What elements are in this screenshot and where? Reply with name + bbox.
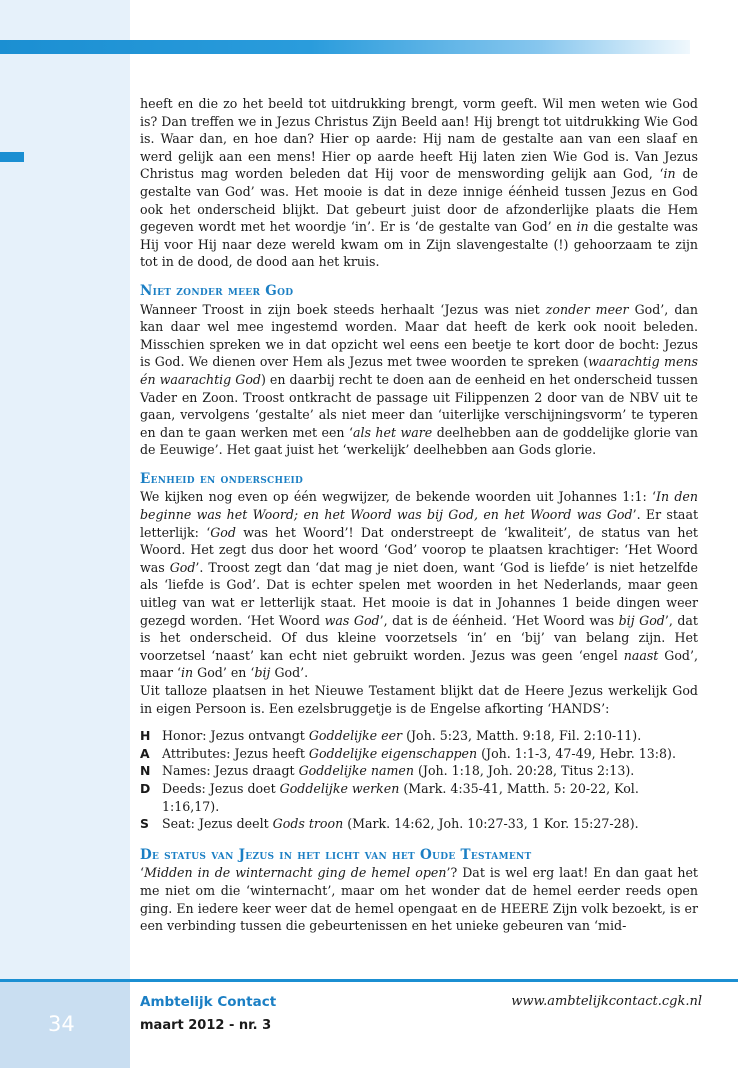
text-run: deelhebben aan de goddelijke glorie van de Eeuwige’. Het gaat juist het ‘werkelijk’ deelhebben aan Gods glorie. bbox=[140, 424, 698, 458]
emphasis: God bbox=[210, 524, 236, 540]
emphasis: in bbox=[181, 665, 194, 681]
emphasis: Goddelijke werken bbox=[279, 780, 400, 796]
text-run: Seat: Jezus deelt bbox=[162, 816, 273, 832]
text-run: ’, dat is de éénheid. ‘Het Woord was bbox=[379, 612, 619, 628]
text-run: ’. Troost zegt dan ‘dat mag je niet doen, want ‘God is liefde’ is niet hetzelfde als ‘liefde is God’. Dat is echter spelen met woorden in het Nederlands, maar geen uitleg van wat er letterlijk staat. Het mooie is dat in Johannes 1 beide dingen weer gezegd worden. ‘Het Woord bbox=[140, 559, 699, 628]
list-letter: S bbox=[140, 816, 149, 832]
text-run: (Mark. 4:35-41, Matth. 5: 20-22, Kol. 1:16,17). bbox=[162, 780, 639, 814]
emphasis: waarachtig mens én waarachtig God bbox=[140, 354, 698, 387]
emphasis: bij bbox=[254, 665, 271, 681]
text-run: (Joh. 1:1-3, 47-49, Hebr. 13:8). bbox=[477, 745, 676, 761]
emphasis: Gods troon bbox=[272, 816, 344, 832]
text-run: ‘ bbox=[140, 865, 145, 881]
list-letter: D bbox=[140, 780, 151, 796]
list-letter: N bbox=[140, 763, 151, 779]
emphasis: als het ware bbox=[352, 424, 433, 440]
intro-paragraph bbox=[140, 95, 698, 271]
emphasis: naast bbox=[623, 647, 659, 663]
text-run: heeft en die zo het beeld tot uitdrukking brengt, vorm geeft. Wil men weten wie God is? Dan treffen we in Jezus Christus Zijn Beeld aan! Hij brengt tot uitdrukking Wie God is. Waar dan, en hoe dan? Hier op aarde: Hij nam de gestalte aan van een slaaf en werd gelijk aan een mens! Hier op aarde heeft Hij laten zien Wie God is. Van Jezus Christus mag worden beleden dat Hij voor de menswording gelijk aan God, ‘ bbox=[140, 96, 698, 182]
emphasis: Goddelijke namen bbox=[298, 763, 414, 779]
list-item bbox=[140, 815, 698, 833]
article-body bbox=[140, 95, 698, 935]
section2-paragraph bbox=[140, 488, 698, 682]
list-text bbox=[162, 727, 698, 745]
text-run: Wanneer Troost in zijn boek steeds herhaalt ‘Jezus was niet bbox=[140, 301, 546, 317]
text-run: (Joh. 5:23, Matth. 9:18, Fil. 2:10-11). bbox=[402, 728, 642, 744]
issue-label: maart 2012 - nr. 3 bbox=[140, 1018, 272, 1033]
text-run: ’? Dat is wel erg laat! En dan gaat het me niet om die ‘winternacht’, maar om het wonder dat de hemel eerder reeds open ging. En iedere keer weer dat de hemel opengaat en de HEERE Zijn volk bezoekt, is er een verbinding tussen die gebeurtenissen en het unieke gebeuren van ‘mid- bbox=[140, 865, 698, 934]
text-run: God’, dan kan daar wel mee ingestemd worden. Maar dat heeft de kerk ook nooit beleden. Misschien spreken we in dat opzicht wel eens een beetje te kort door de bocht: Jezus is God. We dienen over Hem als Jezus met twee woorden te spreken ( bbox=[140, 301, 699, 370]
text-run: Honor: Jezus ontvangt bbox=[162, 728, 309, 744]
emphasis: Goddelijke eer bbox=[308, 728, 403, 744]
emphasis: zonder meer bbox=[545, 301, 629, 317]
text-run: God’, maar ‘ bbox=[140, 647, 698, 681]
text-run: Deeds: Jezus doet bbox=[162, 780, 280, 796]
list-text bbox=[162, 780, 698, 815]
text-run: Names: Jezus draagt bbox=[162, 763, 299, 779]
page-number: 34 bbox=[48, 1012, 75, 1036]
list-text bbox=[162, 745, 698, 763]
section-heading-niet-zonder-meer-god: Niet zonder meer God bbox=[140, 282, 294, 299]
text-run: God’. bbox=[270, 665, 309, 681]
list-item bbox=[140, 780, 698, 815]
hands-list bbox=[140, 727, 698, 833]
text-run: God’ en ‘ bbox=[193, 665, 255, 681]
emphasis: in bbox=[663, 166, 676, 182]
section-heading-eenheid-en-onderscheid: Eenheid en onderscheid bbox=[140, 470, 304, 487]
header-gradient-bar bbox=[0, 40, 690, 54]
list-letter: A bbox=[140, 745, 150, 761]
text-run: ’. Er staat letterlijk: ‘ bbox=[140, 507, 699, 540]
text-run: was het Woord’! Dat onderstreept de ‘kwaliteit’, de status van het Woord. Het zegt dus door het woord ‘God’ voorop te plaatsen krachtiger: ‘Het Woord was bbox=[140, 524, 698, 575]
emphasis: Midden in de winternacht ging de hemel open bbox=[144, 865, 447, 881]
list-item bbox=[140, 762, 698, 780]
emphasis: was God bbox=[324, 612, 380, 628]
emphasis: God bbox=[169, 559, 196, 575]
emphasis: Goddelijke eigenschappen bbox=[308, 745, 478, 761]
list-item bbox=[140, 727, 698, 745]
text-run: de gestalte van God’ was. Het mooie is dat in deze innige éénheid tussen Jezus en God ook het onderscheid blijkt. Dat gebeurt juist door de afzonderlijke plaats die Hem gegeven wordt met het woordje ‘in’. Er is ‘de gestalte van God’ en bbox=[140, 166, 698, 235]
side-marker bbox=[0, 152, 24, 162]
magazine-title: Ambtelijk Contact bbox=[140, 994, 277, 1010]
section-heading-status-van-jezus: De status van Jezus in het licht van het Oude Testament bbox=[140, 846, 532, 863]
emphasis: in bbox=[576, 219, 589, 235]
list-letter: H bbox=[140, 728, 151, 744]
text-run: We kijken nog even op één wegwijzer, de bekende woorden uit Johannes 1:1: ‘ bbox=[140, 489, 657, 505]
list-text bbox=[162, 762, 698, 780]
section1-paragraph bbox=[140, 301, 698, 459]
text-run: (Joh. 1:18, Joh. 20:28, Titus 2:13). bbox=[413, 763, 635, 779]
list-item bbox=[140, 745, 698, 763]
footer-divider bbox=[0, 979, 738, 982]
text-run: Attributes: Jezus heeft bbox=[162, 745, 309, 761]
section3-paragraph bbox=[140, 864, 698, 934]
emphasis: In den beginne was het Woord; en het Woord was bij God, en het Woord was God bbox=[140, 489, 698, 523]
text-run: ) en daarbij recht te doen aan de eenheid en het onderscheid tussen Vader en Zoon. Troost ontkracht de passage uit Filippenzen 2 door van de NBV uit te gaan, vervolgens ‘gestalte’ als niet meer dan ‘uiterlijke verschijningsvorm’ te typeren en dan te gaan werken met een ‘ bbox=[140, 371, 698, 440]
website-link[interactable]: www.ambtelijkcontact.cgk.nl bbox=[511, 994, 702, 1009]
emphasis: bij God bbox=[618, 612, 665, 628]
text-run: (Mark. 14:62, Joh. 10:27-33, 1 Kor. 15:27-28). bbox=[343, 816, 639, 832]
list-text bbox=[162, 815, 698, 833]
section2-paragraph-2: Uit talloze plaatsen in het Nieuwe Testament blijkt dat de Heere Jezus werkelijk God in eigen Persoon is. Een ezelsbruggetje is de Engelse afkorting ‘HANDS’: bbox=[140, 683, 698, 716]
text-run: die gestalte was Hij voor Hij naar deze wereld kwam om in Zijn slavengestalte (!) gehoorzaam te zijn tot in de dood, de dood aan het kruis. bbox=[140, 219, 698, 270]
text-run: ’, dat is het onderscheid. Of dus kleine voorzetsels ‘in’ en ‘bij’ van belang zijn. Het voorzetsel ‘naast’ kan echt niet gebruikt worden. Jezus was geen ‘engel bbox=[140, 612, 698, 663]
